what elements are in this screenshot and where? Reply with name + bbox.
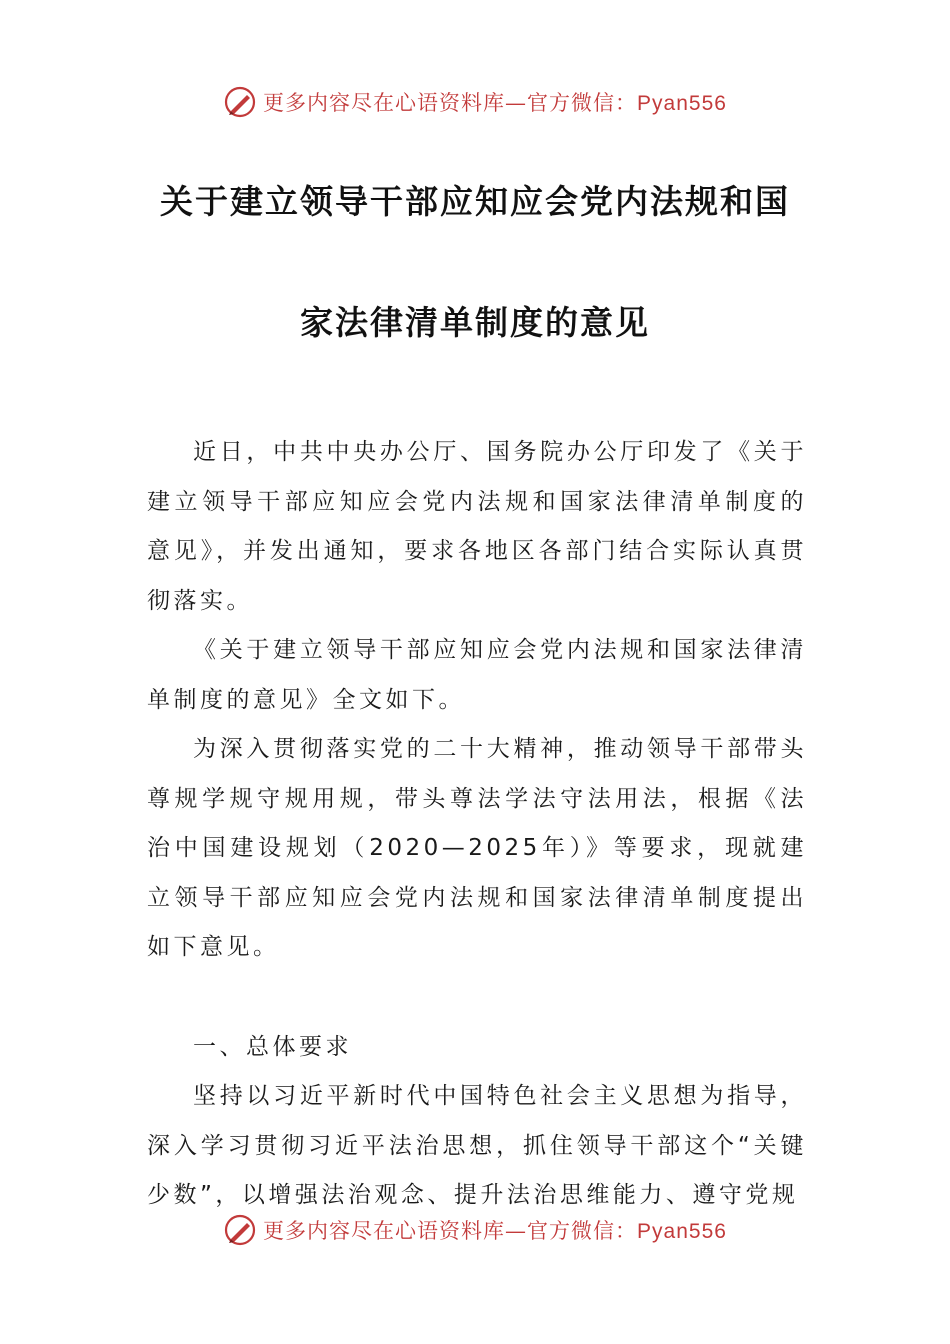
pen-circle-logo-icon <box>223 85 257 119</box>
document-body <box>147 428 807 1221</box>
paragraph-fulltext-note: 《关于建立领导干部应知应会党内法规和国家法律清单制度的意见》全文如下。 <box>147 637 807 713</box>
paragraph-guidance: 坚持以习近平新时代中国特色社会主义思想为指导，深入学习贯彻习近平法治思想，抓住领导干部这个“关键少数”，以增强法治观念、提升法治思维能力、遵守党规 <box>147 1083 807 1208</box>
document-title-line-1: 关于建立领导干部应知应会党内法规和国 <box>160 182 790 221</box>
watermark-label: 更多内容尽在心语资料库—官方微信： <box>263 1219 638 1243</box>
pen-circle-logo-icon <box>223 1213 257 1247</box>
section-heading-general-requirements: 一、总体要求 <box>193 1033 352 1060</box>
watermark-text <box>263 1215 727 1245</box>
watermark-banner-bottom <box>0 1210 950 1250</box>
watermark-label: 更多内容尽在心语资料库—官方微信： <box>263 91 638 115</box>
paragraph-purpose: 为深入贯彻落实党的二十大精神，推动领导干部带头尊规学规守规用规，带头尊法学法守法用法，根据《法治中国建设规划（2020—2025年）》等要求，现就建立领导干部应知应会党内法规和国家法律清单制度提出如下意见。 <box>147 736 807 960</box>
watermark-text <box>263 87 727 117</box>
document-title-line-2: 家法律清单制度的意见 <box>300 303 650 342</box>
watermark-wechat-id: Pyan556 <box>637 92 727 115</box>
watermark-banner-top <box>0 82 950 122</box>
paragraph-intro: 近日，中共中央办公厅、国务院办公厅印发了《关于建立领导干部应知应会党内法规和国家法律清单制度的意见》，并发出通知，要求各地区各部门结合实际认真贯彻落实。 <box>147 439 807 614</box>
watermark-wechat-id: Pyan556 <box>637 1220 727 1243</box>
